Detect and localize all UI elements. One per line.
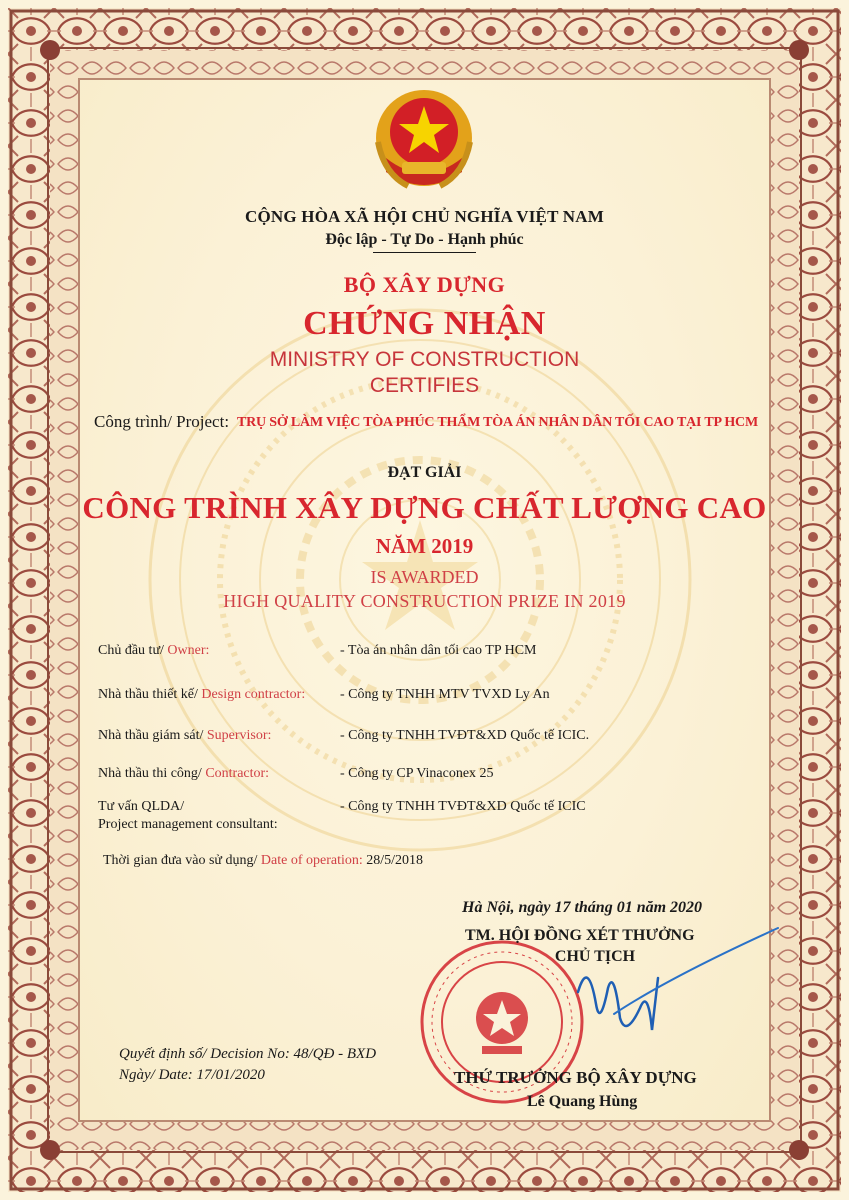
contractor-label: Nhà thầu thi công/ Contractor: (98, 766, 270, 781)
pm-consultant-label-en: Project management consultant: (98, 817, 278, 832)
council-title: TM. HỘI ĐỒNG XÉT THƯỞNG (465, 927, 695, 944)
award-title-en: HIGH QUALITY CONSTRUCTION PRIZE IN 2019 (223, 591, 626, 611)
operation-date-value: 28/5/2018 (366, 853, 424, 868)
award-label-vi: ĐẠT GIẢI (387, 464, 462, 481)
supervisor-value: - Công ty TNHH TVĐT&XD Quốc tế ICIC. (340, 728, 590, 743)
certifies-heading-en: CERTIFIES (369, 374, 480, 397)
issued-place-date: Hà Nội, ngày 17 tháng 01 năm 2020 (462, 899, 703, 916)
decision-date: Ngày/ Date: 17/01/2020 (119, 1067, 265, 1083)
ministry-name-en: MINISTRY OF CONSTRUCTION (269, 348, 580, 371)
contractor-value: - Công ty CP Vinaconex 25 (340, 766, 494, 781)
motto-underline (373, 252, 476, 253)
design-contractor-label: Nhà thầu thiết kế/ Design contractor: (98, 687, 306, 702)
pm-consultant-value: - Công ty TNHH TVĐT&XD Quốc tế ICIC (340, 799, 586, 814)
council-chair: CHỦ TỊCH (554, 948, 636, 965)
national-emblem-icon (364, 88, 484, 200)
supervisor-label: Nhà thầu giám sát/ Supervisor: (98, 728, 272, 743)
award-label-en: IS AWARDED (370, 567, 479, 587)
decision-number: Quyết định số/ Decision No: 48/QĐ - BXD (119, 1046, 377, 1062)
owner-value: - Tòa án nhân dân tối cao TP HCM (340, 643, 537, 658)
owner-label: Chủ đầu tư/ Owner: (98, 643, 210, 658)
design-contractor-value: - Công ty TNHH MTV TVXD Ly An (340, 687, 550, 702)
award-title-vi: CÔNG TRÌNH XÂY DỰNG CHẤT LƯỢNG CAO (82, 490, 767, 525)
country-name: CỘNG HÒA XÃ HỘI CHỦ NGHĨA VIỆT NAM (245, 207, 604, 226)
certifies-heading-vi: CHỨNG NHẬN (303, 305, 546, 342)
signer-name: Lê Quang Hùng (527, 1093, 638, 1110)
pm-consultant-label: Tư vấn QLDA/ (98, 799, 185, 814)
award-year-vi: NĂM 2019 (375, 534, 474, 558)
signer-title: THỨ TRƯỞNG BỘ XÂY DỰNG (454, 1068, 697, 1087)
project-label: Công trình/ Project: (94, 412, 230, 431)
ministry-name-vi: BỘ XÂY DỰNG (343, 272, 506, 297)
national-motto: Độc lập - Tự Do - Hạnh phúc (325, 231, 524, 248)
operation-date-label: Thời gian đưa vào sử dụng/ Date of operation: 28/5/2018 (103, 853, 424, 868)
project-name: TRỤ SỞ LÀM VIỆC TÒA PHÚC THẨM TÒA ÁN NHÂN DÂN TỐI CAO TẠI TP HCM (237, 415, 758, 430)
